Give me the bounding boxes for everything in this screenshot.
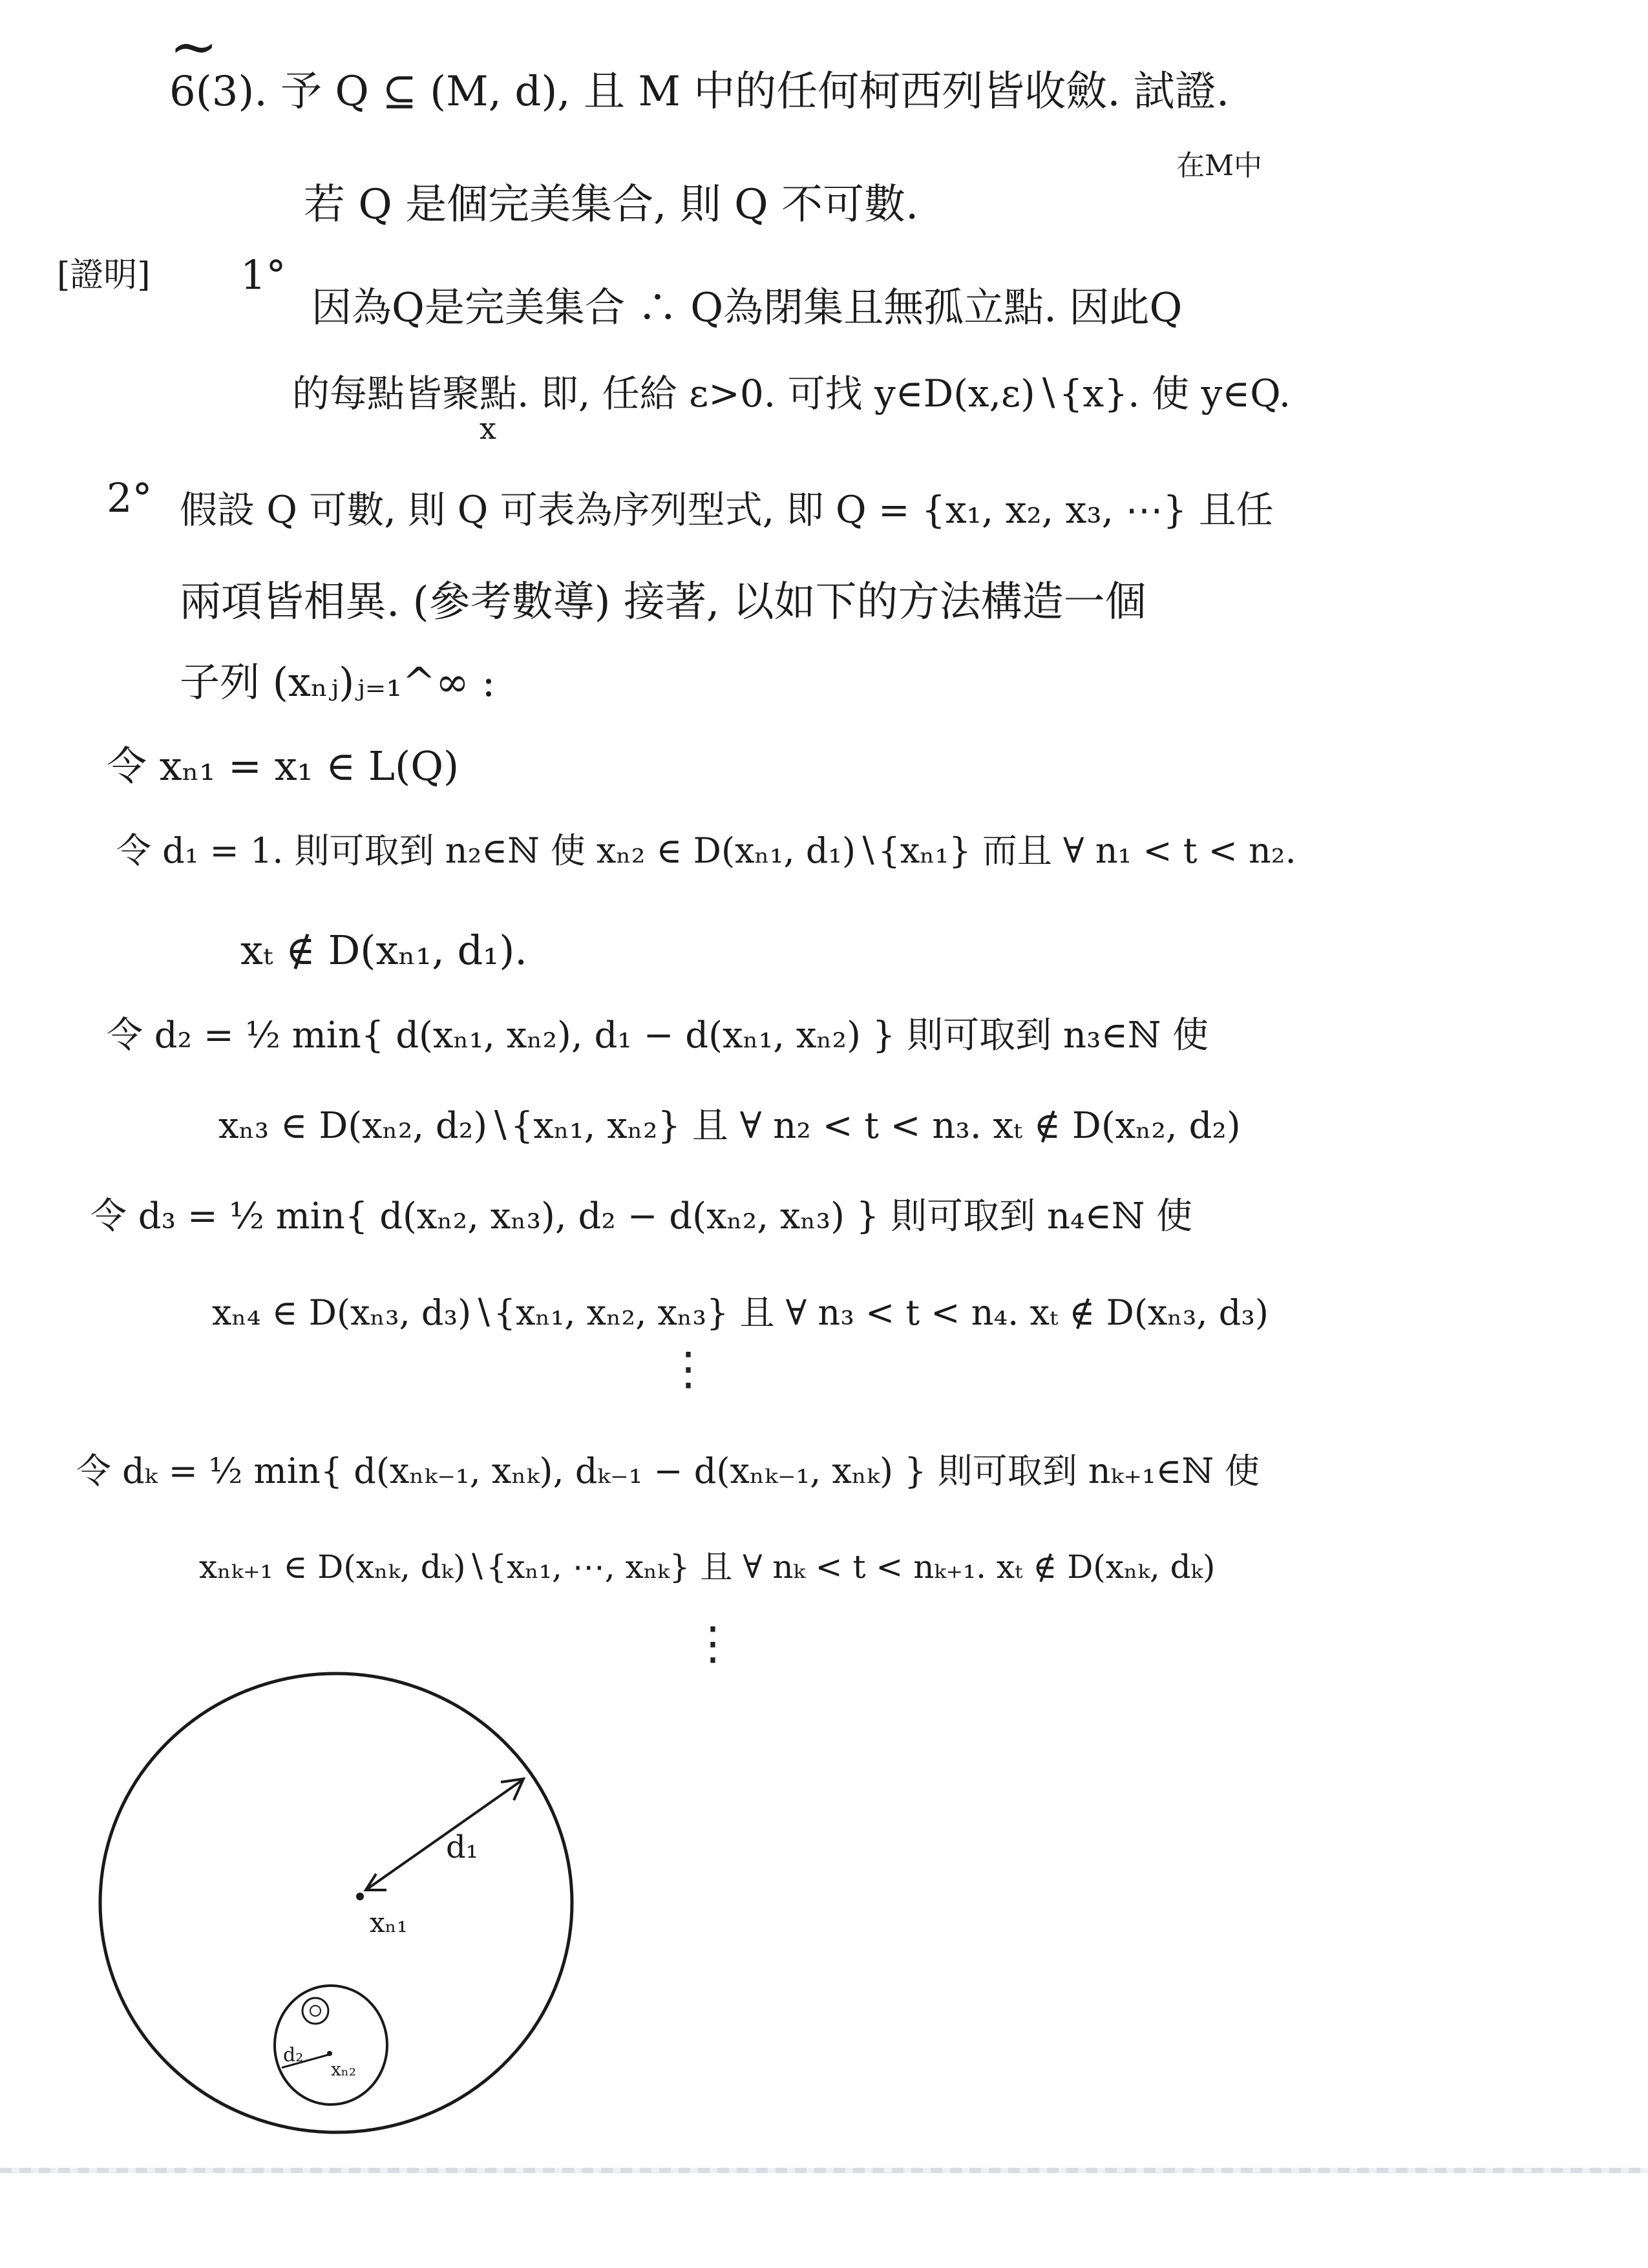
- center-xn1-label: xₙ₁: [370, 1907, 408, 1938]
- construction-step-k-b: xₙₖ₊₁ ∈ D(xₙₖ, dₖ)∖{xₙ₁, ⋯, xₙₖ} 且 ∀ nₖ < t < nₖ₊₁. xₜ ∉ D(xₙₖ, dₖ): [199, 1548, 1216, 1586]
- step1-number: 1°: [240, 251, 286, 299]
- insert-note: 在M中: [1176, 149, 1263, 182]
- construction-step-4a: 令 d₃ = ½ min{ d(xₙ₂, xₙ₃), d₂ − d(xₙ₂, xₙ₃) } 則可取到 n₄∈ℕ 使: [90, 1195, 1192, 1237]
- center-xn1-dot: [356, 1893, 364, 1900]
- problem-line-1: 6(3). 予 Q ⊆ (M, d), 且 M 中的任何柯西列皆收斂. 試證.: [169, 68, 1230, 116]
- step2-number: 2°: [107, 474, 153, 521]
- disk-d3-circle: [302, 1998, 328, 2024]
- vertical-ellipsis-2: ⋮: [690, 1617, 735, 1670]
- vertical-ellipsis-1: ⋮: [666, 1342, 711, 1395]
- radius-d1-arrow: [366, 1780, 522, 1890]
- step1-line-2: 的每點皆聚點. 即, 任給 ε>0. 可找 y∈D(x,ε)∖{x}. 使 y∈Q.: [292, 372, 1291, 415]
- construction-step-4b: xₙ₄ ∈ D(xₙ₃, d₃)∖{xₙ₁, xₙ₂, xₙ₃} 且 ∀ n₃ < t < n₄. xₜ ∉ D(xₙ₃, d₃): [212, 1292, 1269, 1333]
- radius-d1-label: d₁: [446, 1829, 478, 1865]
- step1-insert-x: x: [480, 411, 496, 446]
- radius-d2-label: d₂: [283, 2044, 304, 2066]
- proof-label: [證明]: [57, 256, 151, 295]
- center-xn2-label: xₙ₂: [331, 2059, 357, 2080]
- construction-step-3b: xₙ₃ ∈ D(xₙ₂, d₂)∖{xₙ₁, xₙ₂} 且 ∀ n₂ < t < n₃. xₜ ∉ D(xₙ₂, d₂): [218, 1105, 1241, 1147]
- problem-line-2: 若 Q 是個完美集合, 則 Q 不可數.: [304, 181, 919, 229]
- construction-step-1: 令 xₙ₁ = x₁ ∈ L(Q): [107, 742, 460, 790]
- construction-step-3a: 令 d₂ = ½ min{ d(xₙ₁, xₙ₂), d₁ − d(xₙ₁, xₙ₂) } 則可取到 n₃∈ℕ 使: [107, 1014, 1209, 1056]
- torn-edge-divider: [0, 2168, 1648, 2173]
- construction-step-k-a: 令 dₖ = ½ min{ d(xₙₖ₋₁, xₙₖ), dₖ₋₁ − d(xₙₖ₋₁, xₙₖ) } 則可取到 nₖ₊₁∈ℕ 使: [76, 1451, 1260, 1491]
- step1-line-1: 因為Q是完美集合 ∴ Q為閉集且無孤立點. 因此Q: [312, 284, 1183, 331]
- tilde-mark: ~: [169, 13, 218, 81]
- construction-step-2a: 令 d₁ = 1. 則可取到 n₂∈ℕ 使 xₙ₂ ∈ D(xₙ₁, d₁)∖{xₙ₁} 而且 ∀ n₁ < t < n₂.: [116, 830, 1296, 871]
- step2-line-2: 兩項皆相異. (參考數導) 接著, 以如下的方法構造一個: [180, 578, 1146, 626]
- step2-line-1: 假設 Q 可數, 則 Q 可表為序列型式, 即 Q = {x₁, x₂, x₃, ⋯} 且任: [180, 488, 1274, 532]
- disk-d3-inner-circle: [310, 2006, 321, 2016]
- step2-line-3: 子列 (xₙⱼ)ⱼ₌₁^∞ :: [180, 658, 496, 706]
- construction-step-2b: xₜ ∉ D(xₙ₁, d₁).: [240, 927, 527, 974]
